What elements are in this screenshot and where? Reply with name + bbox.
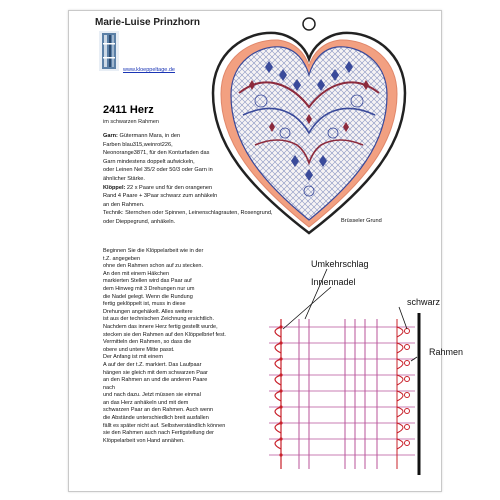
instruction-line: obere und untere Mitte passt. [103,346,175,353]
instruction-line: Klöppelarbeit von Hand annähen. [103,437,185,444]
material-line: Garn: Gütermann Mara, in den [103,133,181,139]
pattern-subtitle: im schwarzen Rahmen [103,119,159,125]
material-line: Rand 4 Paare + 3Paar schwarz zum anhäkeln [103,193,218,200]
label-innennadel: Innennadel [311,277,356,287]
material-line: Klöppel: 22 x Paare und für den orangenen [103,184,213,191]
instruction-line: Nachdem das innere Herz fertig gestellt wurde, [103,323,218,330]
material-line: Farben blau315,weinrot226, [103,141,173,148]
document-page [68,10,464,492]
technical-diagram [247,249,464,484]
instruction-line: markierten Stellen wird das Paar auf [103,278,192,285]
instruction-line: die Nadel gelegt. Wenn die Rundung [103,293,193,300]
instruction-line: dem Hinweg mit 3 Drehungen nur um [103,285,195,292]
material-line: Technik: Sternchen oder Spinnen, Leinenschlagrauten, Rosengrund, [103,210,273,217]
material-line: oder Leinen Nel 35/2 oder 50/3 oder Garn in [103,167,213,174]
grund-label: Brüsseler Grund [341,218,382,224]
website-link[interactable]: www.kloeppeltage.de [123,67,175,73]
instruction-line: sie den Rahmen auch nach Fertigstellung der [103,430,214,437]
material-line: ähnlicher Stärke. [103,175,145,182]
material-line: oder Dieppegrund, anhäkeln. [103,218,176,225]
author-name: Marie-Luise Prinzhorn [95,17,201,28]
instruction-line: hängen sie gleich mit dem schwarzen Paar [103,369,208,376]
instructions-block [103,248,253,445]
pattern-title: 2411 Herz [103,104,154,116]
instruction-line: ist aus der technischen Zeichnung ersichtlich. [103,316,214,323]
instruction-line: fällt es später nicht auf. Selbstverständlich können [103,422,226,429]
instruction-line: an das Herz anhäkeln und mit dem [103,399,189,406]
instruction-line: an den Rahmen an und die anderen Paare [103,377,208,384]
label-umkehrschlag: Umkehrschlag [311,259,369,269]
label-schwarz: schwarz [407,297,441,307]
instruction-line: die Abstände unterschiedlich breit ausfallen [103,415,209,422]
instruction-line: stecken sie den Rahmen auf den Klöppelbrief fest. [103,331,226,338]
materials-block [103,132,299,227]
label-rahmen: Rahmen [429,347,464,357]
material-line: an den Rahmen. [103,201,145,208]
instruction-line: Der Anfang ist mit einem [103,354,163,361]
instruction-line: nach [103,384,115,391]
instruction-line: ohne den Rahmen schon auf zu stecken. [103,263,203,270]
instruction-line: fertig geklöppelt ist, muss in diese [103,301,186,308]
instruction-line: An den mit einem Häkchen [103,270,170,277]
instruction-line: Beginnen Sie die Klöppelarbeit wie in der [103,248,204,254]
material-line: Neonorange3871, für den Konturfaden das [103,150,210,157]
instruction-line: schwarzen Paar an den Rahmen. Auch wenn [103,407,214,414]
instruction-line: Drehungen angehäkelt. Alles weitere [103,308,193,315]
instruction-line: und nach dazu. Jetzt müssen sie einmal [103,392,201,399]
instruction-line: t.Z. angegeben [103,255,141,262]
instruction-line: A auf der der t.Z. markiert. Das Laufpaar [103,361,202,368]
material-line: Garn mindestens doppelt aufwickeln, [103,158,195,165]
logo-image [99,31,119,76]
instruction-line: Vermitteln den Rahmen, so dass die [103,339,192,346]
